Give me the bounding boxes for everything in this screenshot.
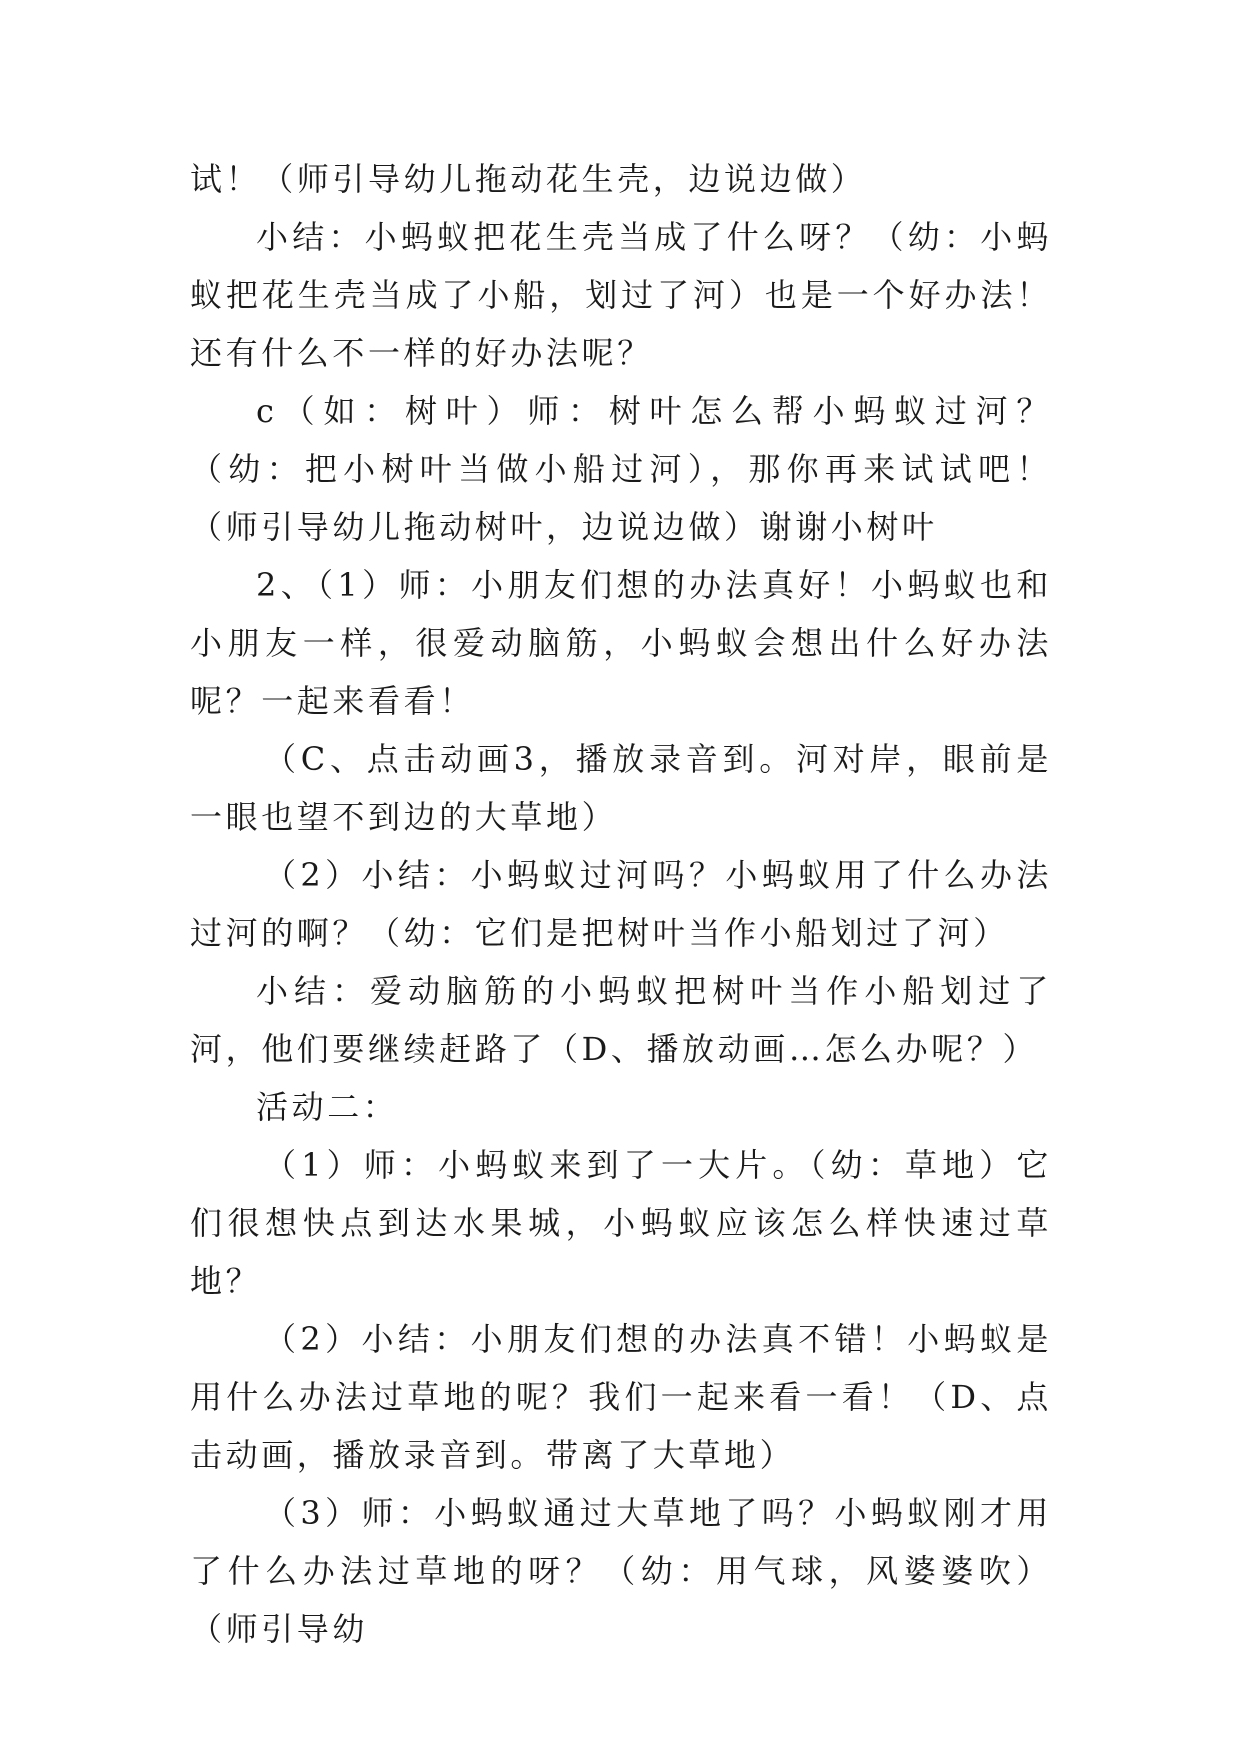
paragraph-10: （2）小结：小朋友们想的办法真不错！小蚂蚁是用什么办法过草地的呢？我们一起来看一看！（D、点击动画，播放录音到。带离了大草地） xyxy=(190,1320,1052,1474)
paragraph-4: 2、（1）师：小朋友们想的办法真好！小蚂蚁也和小朋友一样，很爱动脑筋，小蚂蚁会想出什么好办法呢？一起来看看！ xyxy=(190,566,1052,720)
paragraph-3: c（如：树叶）师：树叶怎么帮小蚂蚁过河？（幼：把小树叶当做小船过河），那你再来试试吧！（师引导幼儿拖动树叶，边说边做）谢谢小树叶 xyxy=(190,392,1052,546)
paragraph-2: 小结：小蚂蚁把花生壳当成了什么呀？（幼：小蚂蚁把花生壳当成了小船，划过了河）也是一个好办法！还有什么不一样的好办法呢？ xyxy=(190,218,1052,372)
paragraph-8: 活动二： xyxy=(256,1088,399,1126)
paragraph-1: 试！（师引导幼儿拖动花生壳，边说边做） xyxy=(190,160,867,198)
document-body xyxy=(190,150,1052,1658)
paragraph-7: 小结：爱动脑筋的小蚂蚁把树叶当作小船划过了河，他们要继续赶路了（D、播放动画…怎么办呢？） xyxy=(190,972,1052,1068)
paragraph-11: （3）师：小蚂蚁通过大草地了吗？小蚂蚁刚才用了什么办法过草地的呀？（幼：用气球，风婆婆吹）（师引导幼 xyxy=(190,1494,1052,1648)
paragraph-9: （1）师：小蚂蚁来到了一大片。（幼：草地）它们很想快点到达水果城，小蚂蚁应该怎么样快速过草地？ xyxy=(190,1146,1052,1300)
paragraph-5: （C、点击动画3，播放录音到。河对岸，眼前是一眼也望不到边的大草地） xyxy=(190,740,1052,836)
paragraph-6: （2）小结：小蚂蚁过河吗？小蚂蚁用了什么办法过河的啊？（幼：它们是把树叶当作小船划过了河） xyxy=(190,856,1052,952)
